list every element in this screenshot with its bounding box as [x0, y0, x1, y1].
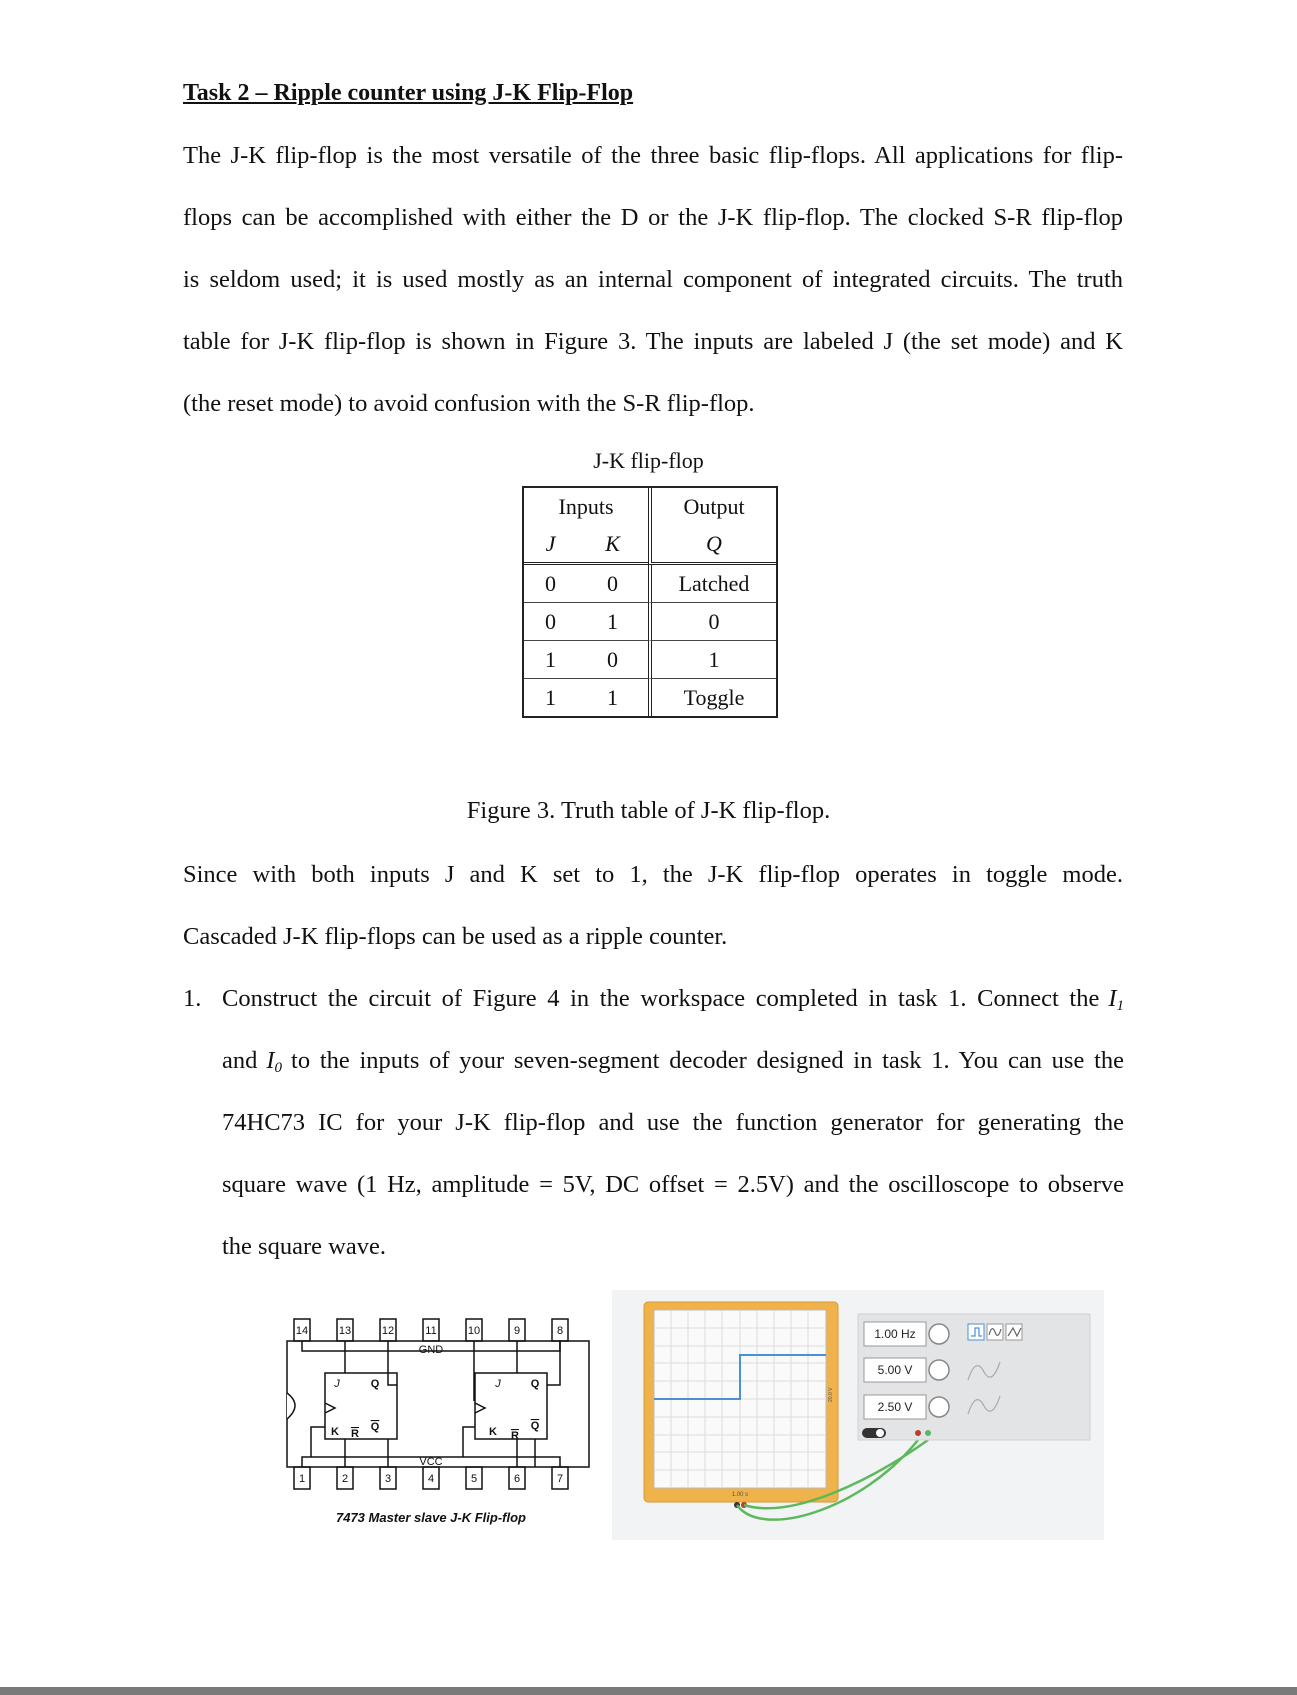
amplitude-value: 5.00 V [877, 1363, 913, 1377]
step-line-2-pre: and [222, 1047, 258, 1074]
ic-body [287, 1341, 589, 1467]
frequency-knob[interactable] [929, 1324, 949, 1344]
i1-letter: I [1108, 985, 1117, 1012]
ic-7473-diagram [285, 1305, 595, 1540]
cell-q: Toggle [648, 679, 776, 716]
pin-label: 9 [513, 1325, 521, 1337]
pin-label: 14 [295, 1325, 309, 1337]
vcc-label: VCC [419, 1456, 443, 1468]
offset-knob[interactable] [929, 1397, 949, 1417]
ff2-q-label: Q [530, 1378, 540, 1390]
frequency-value: 1.00 Hz [874, 1327, 916, 1341]
intro-line-4: table for J-K flip-flop is shown in Figure 3. The inputs are labeled J (the set mode) and K [183, 328, 1123, 355]
step-line-5: the square wave. [222, 1233, 386, 1260]
pin-label: 8 [556, 1325, 564, 1337]
table-row [524, 641, 776, 679]
pin-label: 13 [338, 1325, 352, 1337]
i0-subscript: 0 [274, 1060, 283, 1076]
cell-j: 0 [524, 565, 577, 603]
table-row [524, 603, 776, 641]
cell-k: 0 [577, 641, 648, 679]
simulator-panel [612, 1290, 1104, 1540]
cell-q: 0 [648, 603, 776, 641]
ic-caption: 7473 Master slave J-K Flip-flop [335, 1510, 527, 1525]
ff1-j-label: J [334, 1378, 340, 1390]
para2-line-1: Since with both inputs J and K set to 1, the J-K flip-flop operates in toggle mode. [183, 861, 1123, 888]
ff1-qbar-label: Q [370, 1421, 380, 1433]
pin-label: 1 [298, 1473, 306, 1485]
pin-label: 6 [513, 1473, 521, 1485]
intro-line-1: The J-K flip-flop is the most versatile of the three basic flip-flops. All applications for flip- [183, 142, 1123, 169]
ff1-r-label: R [351, 1428, 359, 1440]
step-line-1 [222, 984, 1124, 1021]
ff1-clock [325, 1403, 335, 1413]
cell-j: 1 [524, 641, 577, 679]
scope-volts-label: 20.0 V [828, 1387, 834, 1402]
amplitude-knob[interactable] [929, 1360, 949, 1380]
power-toggle-knob [876, 1429, 884, 1437]
cell-q: 1 [648, 641, 776, 679]
truth-table [522, 486, 778, 718]
col-q-header: Q [648, 525, 776, 565]
offset-value: 2.50 V [877, 1400, 913, 1414]
step-line-2 [222, 1046, 1124, 1083]
ff1-k-label: K [331, 1426, 339, 1438]
intro-line-5: (the reset mode) to avoid confusion with the S-R flip-flop. [183, 390, 755, 417]
table-row [524, 679, 776, 716]
cell-j: 1 [545, 684, 557, 710]
figure3-caption: Figure 3. Truth table of J-K flip-flop. [466, 797, 831, 824]
col-j-header: J [524, 525, 577, 565]
pin-label: 2 [341, 1473, 349, 1485]
generator-terminal-positive[interactable] [925, 1430, 931, 1436]
i1-subscript: 1 [1116, 998, 1124, 1014]
i0-letter: I [266, 1047, 275, 1074]
ff1-wires [311, 1341, 397, 1467]
pin-label: 4 [427, 1473, 435, 1485]
i1-label [1108, 984, 1124, 1021]
pin-label: 7 [556, 1473, 564, 1485]
page-footer-bar [0, 1687, 1297, 1695]
cell-k: 1 [577, 603, 648, 641]
pin-label: 12 [381, 1325, 395, 1337]
ff2-r-label: R [511, 1430, 519, 1442]
ff1-q-label: Q [370, 1378, 380, 1390]
step-number: 1. [183, 985, 202, 1012]
ff2-qbar-label: Q [530, 1420, 540, 1432]
task-heading: Task 2 – Ripple counter using J-K Flip-Flop [183, 80, 634, 106]
square-wave-button[interactable] [968, 1324, 984, 1340]
step-line-4: square wave (1 Hz, amplitude = 5V, DC offset = 2.5V) and the oscilloscope to observe [222, 1171, 1124, 1198]
pin-label: 3 [384, 1473, 392, 1485]
intro-line-2: flops can be accomplished with either the D or the J-K flip-flop. The clocked S-R flip-flop [183, 204, 1123, 231]
inputs-header: Inputs [558, 493, 614, 519]
cell-k: 1 [607, 684, 619, 710]
pin-label: 10 [467, 1325, 481, 1337]
cell-q: Latched [648, 565, 776, 603]
step-line-3: 74HC73 IC for your J-K flip-flop and use the function generator for generating the [222, 1109, 1124, 1136]
table-row [524, 565, 776, 603]
ff2-clock [475, 1403, 485, 1413]
step-line-2-post: to the inputs of your seven-segment decoder designed in task 1. You can use the [291, 1047, 1124, 1074]
output-header: Output [648, 488, 776, 525]
cell-k: 0 [577, 565, 648, 603]
ic-notch [287, 1393, 295, 1419]
generator-terminal-negative[interactable] [915, 1430, 921, 1436]
gnd-label: GND [418, 1344, 444, 1356]
pin-label: 5 [470, 1473, 478, 1485]
pin-label: 11 [425, 1325, 437, 1337]
step-line-1-text: Construct the circuit of Figure 4 in the workspace completed in task 1. Connect the [222, 985, 1100, 1012]
col-k-header: K [577, 525, 648, 565]
ff2-j-label: J [495, 1378, 501, 1390]
intro-line-3: is seldom used; it is used mostly as an internal component of integrated circuits. The truth [183, 266, 1123, 293]
cell-j: 0 [524, 603, 577, 641]
i0-label [266, 1046, 282, 1083]
para2-line-2: Cascaded J-K flip-flops can be used as a ripple counter. [183, 923, 728, 950]
scope-time-label: 1.00 s [731, 1492, 749, 1498]
ff2-k-label: K [489, 1426, 497, 1438]
truth-table-title: J-K flip-flop [593, 448, 704, 473]
